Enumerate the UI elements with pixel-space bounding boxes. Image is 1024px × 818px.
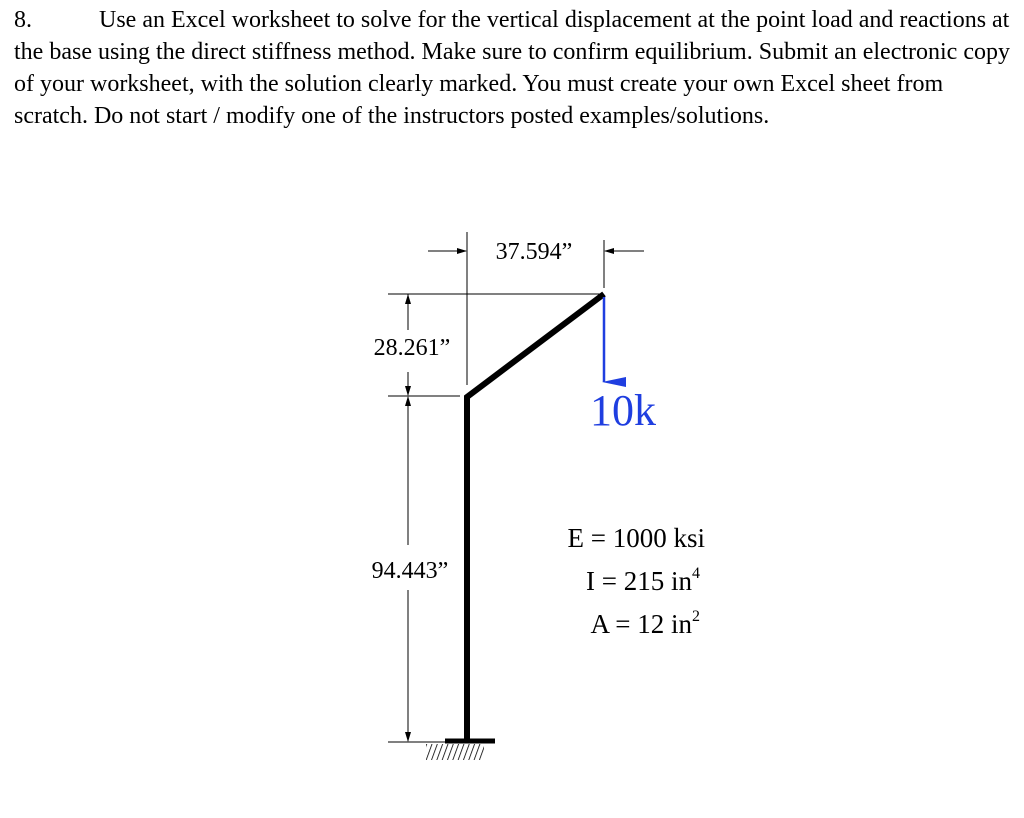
property-I-text: I = 215 in: [586, 566, 692, 596]
load-label: 10k: [590, 386, 656, 435]
dimension-horizontal: [428, 232, 644, 385]
fixed-support: [426, 741, 495, 760]
dimension-horizontal-label: 37.594”: [495, 239, 573, 265]
frame-members: [467, 294, 604, 742]
property-I: [586, 565, 700, 596]
property-A: [591, 608, 701, 639]
property-E: E = 1000 ksi: [567, 523, 705, 553]
property-I-exponent: 4: [692, 565, 700, 582]
dimension-upper-vertical-label: 28.261”: [373, 335, 451, 361]
property-A-exponent: 2: [692, 608, 700, 625]
dimension-lower-vertical-label: 94.443”: [371, 558, 449, 584]
point-load-arrow: [590, 297, 656, 435]
property-A-text: A = 12 in: [590, 609, 692, 639]
problem-number: 8.: [14, 7, 32, 33]
section-properties: [568, 523, 705, 639]
problem-text: Use an Excel worksheet to solve for the vertical displacement at the point load and reactions at the base using the direct stiffness method. Make sure to confirm equilibrium. Submit an electronic copy of your worksheet, with the solution clearly marked. You must create your own Excel sheet from scratch. Do not start / modify one of the instructors posted examples/solutions.: [14, 7, 1010, 129]
dimension-lower-vertical: [372, 397, 462, 742]
